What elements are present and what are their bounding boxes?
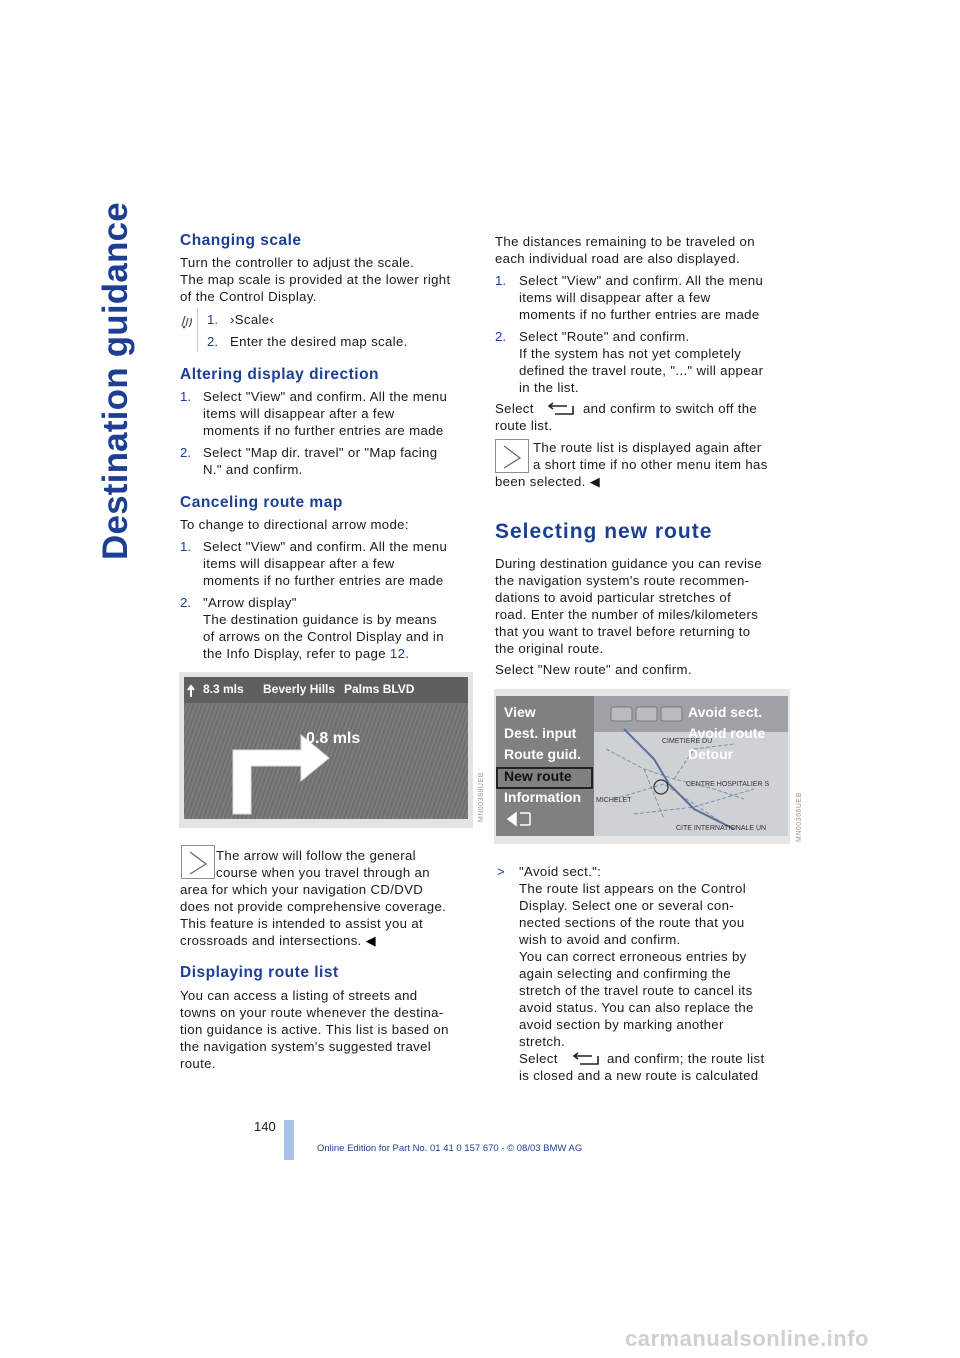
step-text: The destination guidance is by means bbox=[203, 612, 437, 627]
end-mark: ◀ bbox=[585, 474, 601, 489]
step-text: items will disappear after a few bbox=[203, 556, 395, 571]
back-arrow-icon bbox=[572, 1052, 600, 1066]
bullet-text: avoid status. You can also replace the bbox=[519, 1000, 754, 1015]
watermark: carmanualsonline.info bbox=[625, 1326, 869, 1351]
city-name: Beverly Hills bbox=[263, 682, 336, 696]
menu-item-dest-input[interactable]: Dest. input bbox=[504, 725, 577, 741]
bullet-text: stretch of the travel route to cancel its bbox=[519, 983, 753, 998]
bullet-text: nected sections of the route that you bbox=[519, 915, 745, 930]
page-link[interactable]: 12 bbox=[389, 646, 406, 661]
text-line: dations to avoid particular stretches of bbox=[495, 590, 732, 605]
bullet: > bbox=[497, 864, 505, 879]
map-label: MICHELET bbox=[596, 797, 632, 804]
bullet-text: avoid section by marking another bbox=[519, 1017, 724, 1032]
note-icon bbox=[181, 845, 215, 879]
step-number: 1. bbox=[180, 389, 191, 404]
options-list bbox=[688, 704, 765, 767]
bullet-text: wish to avoid and confirm. bbox=[519, 932, 681, 947]
bullet-text: again selecting and confirming the bbox=[519, 966, 732, 981]
step-text: items will disappear after a few bbox=[519, 290, 711, 305]
bullet-text: Select bbox=[519, 1051, 558, 1066]
back-arrow-icon bbox=[547, 402, 575, 416]
note-icon bbox=[495, 439, 529, 473]
note-text: does not provide comprehensive coverage. bbox=[180, 899, 447, 914]
text-line: During destination guidance you can revise bbox=[495, 556, 762, 571]
text-line: The distances remaining to be traveled on bbox=[495, 234, 755, 249]
step-number: 2. bbox=[180, 445, 191, 460]
note-text: a short time if no other menu item has bbox=[533, 457, 768, 472]
new-route-screenshot bbox=[494, 689, 790, 844]
bullet-text: and confirm; the route list bbox=[607, 1051, 765, 1066]
text-line: the navigation system's suggested travel bbox=[180, 1039, 432, 1054]
option-detour[interactable]: Detour bbox=[688, 746, 734, 762]
step-text: in the list. bbox=[519, 380, 579, 395]
step-text: Select "View" and confirm. All the menu bbox=[203, 389, 448, 404]
step-number: 1. bbox=[180, 539, 191, 554]
footer-bar bbox=[284, 1120, 294, 1160]
step-text: N." and confirm. bbox=[203, 462, 303, 477]
note-text: area for which your navigation CD/DVD bbox=[180, 882, 424, 897]
map-label: CENTRE HOSPITALIER S bbox=[686, 781, 770, 788]
step-text: If the system has not yet completely bbox=[519, 346, 742, 361]
voice-command-box bbox=[197, 308, 198, 352]
image-code: MN00388UEB bbox=[478, 772, 485, 822]
text-line: each individual road are also displayed. bbox=[495, 251, 740, 266]
bullet-text: "Avoid sect.": bbox=[519, 864, 602, 879]
map-label: CITE INTERNATIONALE UN bbox=[676, 825, 767, 832]
note-text: The arrow will follow the general bbox=[216, 848, 416, 863]
step-text: Select "View" and confirm. All the menu bbox=[203, 539, 448, 554]
menu-item-information[interactable]: Information bbox=[504, 789, 581, 805]
text-line: Select bbox=[495, 401, 534, 416]
step-number: 2. bbox=[495, 329, 506, 344]
end-mark: ◀ bbox=[361, 933, 377, 948]
step-text: moments if no further entries are made bbox=[203, 573, 444, 588]
image-code: MN00366UEB bbox=[796, 792, 803, 842]
map-label: CIMETIERE DU bbox=[662, 738, 713, 745]
step-text: moments if no further entries are made bbox=[519, 307, 760, 322]
text-line: Turn the controller to adjust the scale. bbox=[180, 255, 415, 270]
text-line: the original route. bbox=[495, 641, 604, 656]
text-line: and confirm to switch off the bbox=[583, 401, 758, 416]
bullet-text: The route list appears on the Control bbox=[519, 881, 747, 896]
bullet-text: stretch. bbox=[519, 1034, 566, 1049]
step-text: Select "Map dir. travel" or "Map facing bbox=[203, 445, 438, 460]
voice-command: ›Scale‹ bbox=[230, 312, 275, 327]
bullet-text: Display. Select one or several con- bbox=[519, 898, 735, 913]
note-text: The route list is displayed again after bbox=[533, 440, 762, 455]
step-text: Select "Route" and confirm. bbox=[519, 329, 690, 344]
text-line: road. Enter the number of miles/kilometers bbox=[495, 607, 759, 622]
section-title: Destination guidance bbox=[96, 202, 135, 560]
step-number: 1. bbox=[495, 273, 506, 288]
text-line: of the Control Display. bbox=[180, 289, 317, 304]
bullet-text: is closed and a new route is calculated bbox=[519, 1068, 759, 1083]
heading-canceling-route-map: Canceling route map bbox=[180, 494, 343, 511]
step-number: 1. bbox=[207, 312, 218, 327]
text-line: that you want to travel before returning to bbox=[495, 624, 751, 639]
text-line: route list. bbox=[495, 418, 553, 433]
option-avoid-route[interactable]: Avoid route bbox=[688, 725, 766, 741]
note-text: This feature is intended to assist you at bbox=[180, 916, 424, 931]
step-text: "Arrow display" bbox=[203, 595, 297, 610]
text-line: the navigation system's route recommen- bbox=[495, 573, 750, 588]
text-line: route. bbox=[180, 1056, 216, 1071]
menu-list bbox=[504, 704, 581, 810]
page-number: 140 bbox=[254, 1119, 276, 1134]
text-line: Select "New route" and confirm. bbox=[495, 662, 692, 677]
menu-item-route-guid[interactable]: Route guid. bbox=[504, 746, 581, 762]
step-text: Select "View" and confirm. All the menu bbox=[519, 273, 764, 288]
step-text: items will disappear after a few bbox=[203, 406, 395, 421]
text-line: towns on your route whenever the destina- bbox=[180, 1005, 444, 1020]
heading-altering-direction: Altering display direction bbox=[180, 366, 380, 383]
text-line: To change to directional arrow mode: bbox=[180, 517, 409, 532]
text-line: The map scale is provided at the lower right bbox=[180, 272, 451, 287]
note-text: been selected. ◀ bbox=[495, 474, 601, 489]
heading-selecting-new-route: Selecting new route bbox=[495, 520, 713, 543]
voice-command-icon bbox=[180, 312, 194, 330]
option-avoid-sect[interactable]: Avoid sect. bbox=[688, 704, 763, 720]
heading-displaying-route-list: Displaying route list bbox=[180, 964, 339, 981]
step-text: Enter the desired map scale. bbox=[230, 334, 408, 349]
distance-readout: 8.3 mls bbox=[203, 682, 244, 696]
note-text: crossroads and intersections. ◀ bbox=[180, 933, 377, 948]
bullet-text: You can correct erroneous entries by bbox=[519, 949, 747, 964]
big-distance-readout: 0.8 mls bbox=[306, 730, 361, 747]
menu-item-new-route[interactable]: New route bbox=[504, 768, 572, 784]
step-text: moments if no further entries are made bbox=[203, 423, 444, 438]
text-line: You can access a listing of streets and bbox=[180, 988, 418, 1003]
heading-changing-scale: Changing scale bbox=[180, 232, 302, 249]
step-number: 2. bbox=[207, 334, 218, 349]
step-text: the Info Display, refer to page 12. bbox=[203, 646, 410, 661]
step-number: 2. bbox=[180, 595, 191, 610]
note-text: course when you travel through an bbox=[216, 865, 430, 880]
step-text: of arrows on the Control Display and in bbox=[203, 629, 444, 644]
step-text: defined the travel route, "..." will appear bbox=[519, 363, 764, 378]
street-name: Palms BLVD bbox=[344, 682, 415, 696]
menu-item-view[interactable]: View bbox=[504, 704, 536, 720]
arrow-display-screenshot bbox=[179, 672, 473, 828]
footer-text: Online Edition for Part No. 01 41 0 157 670 - © 08/03 BMW AG bbox=[317, 1143, 583, 1154]
text-line: tion guidance is active. This list is based on bbox=[180, 1022, 449, 1037]
